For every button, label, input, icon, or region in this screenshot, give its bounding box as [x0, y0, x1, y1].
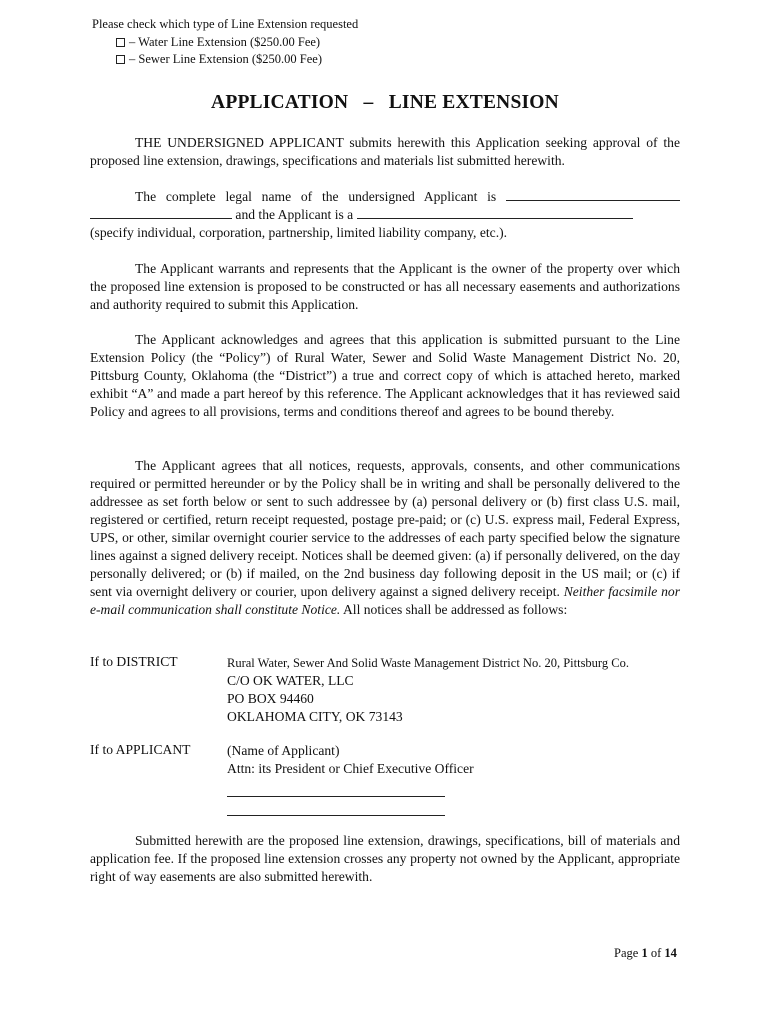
document-title: APPLICATION – LINE EXTENSION: [211, 92, 559, 113]
page-total: 14: [664, 946, 677, 960]
district-label: If to DISTRICT: [90, 654, 178, 669]
warrants-paragraph: The Applicant warrants and represents that the Applicant is the owner of the property over which the proposed line extension is proposed to be constructed or has all necessary easements and authorizations and authority required to submit this Application.: [90, 261, 680, 312]
entity-type-instructions: (specify individual, corporation, partnership, limited liability company, etc.).: [90, 225, 508, 240]
sewer-line-checkbox[interactable]: [116, 55, 125, 64]
applicant-label: If to APPLICANT: [90, 742, 191, 757]
applicant-address: [227, 742, 474, 816]
sewer-line-option-label: – Sewer Line Extension ($250.00 Fee): [129, 52, 323, 66]
district-address: [227, 654, 629, 726]
district-care-of: C/O OK WATER, LLC: [227, 673, 354, 688]
applicant-name-paragraph: [90, 188, 680, 224]
intro-paragraph: THE UNDERSIGNED APPLICANT submits herewith this Application seeking approval of the proposed line extension, drawings, specifications and materials list submitted herewith.: [90, 135, 680, 168]
water-line-option-label: – Water Line Extension ($250.00 Fee): [129, 34, 321, 49]
notices-text: The Applicant agrees that all notices, requests, approvals, consents, and other communications required or permitted hereunder or by the Policy shall be in writing and shall be personally delivered to the addressee as set forth below or sent to such addressee by (a) personal delivery or (b) first class U.S. mail, registered or certified, return receipt requested, postage pre-paid; or (c) U.S. express mail, Federal Express, UPS, or other, similar overnight courier service to the addresses of each party specified below the signature lines against a signed delivery receipt. Notices shall be deemed given: (a) if personally delivered, on the day personally delivered; or (b) if mailed, on the 2nd business day following deposit in the US mail; or (c) if sent via overnight delivery or courier, upon delivery against a signed delivery receipt.: [90, 458, 680, 599]
page-label: Page: [614, 946, 639, 960]
name-mid-text: and the Applicant is a: [235, 207, 354, 222]
water-line-checkbox[interactable]: [116, 38, 125, 47]
applicant-attn: Attn: its President or Chief Executive Officer: [227, 761, 474, 776]
name-prefix-text: The complete legal name of the undersigned Applicant is: [135, 189, 497, 204]
legal-name-field[interactable]: [506, 188, 680, 201]
legal-name-field-continued[interactable]: [90, 206, 232, 219]
notices-end-text: All notices shall be addressed as follows:: [342, 602, 568, 617]
entity-type-field[interactable]: [357, 206, 633, 219]
district-name: Rural Water, Sewer And Solid Waste Management District No. 20, Pittsburg Co.: [227, 656, 629, 670]
sewer-line-option[interactable]: [92, 51, 358, 69]
applicant-name-placeholder: (Name of Applicant): [227, 743, 340, 758]
line-extension-type-selector: [92, 16, 358, 69]
district-po-box: PO BOX 94460: [227, 691, 314, 706]
applicant-address-line-1[interactable]: [227, 778, 445, 797]
submitted-paragraph: Submitted herewith are the proposed line extension, drawings, specifications, bill of materials and application fee. If the proposed line extension crosses any property not owned by the Applicant, appropriate right of way easements are also submitted herewith.: [90, 833, 680, 884]
page-current: 1: [641, 946, 648, 960]
water-line-option[interactable]: [92, 34, 358, 52]
district-city: OKLAHOMA CITY, OK 73143: [227, 709, 403, 724]
notices-italic-text: Neither facsimile nor e-mail communication shall constitute Notice.: [90, 584, 680, 617]
acknowledgement-paragraph: The Applicant acknowledges and agrees that this application is submitted pursuant to the Line Extension Policy (the “Policy”) of Rural Water, Sewer and Solid Waste Management District No. 20, Pittsburg County, Oklahoma (the “District”) a true and correct copy of which is attached hereto, marked exhibit “A” and made a part hereof by this reference. The Applicant acknowledges that it has reviewed said Policy and agrees to all provisions, terms and conditions thereof and agrees to be bound thereby.: [90, 332, 680, 419]
page-of-label: of: [650, 946, 662, 960]
check-prompt: Please check which type of Line Extension requested: [92, 17, 359, 31]
page-number: [614, 946, 677, 961]
applicant-address-line-2[interactable]: [227, 797, 445, 816]
notices-paragraph: [90, 457, 680, 619]
